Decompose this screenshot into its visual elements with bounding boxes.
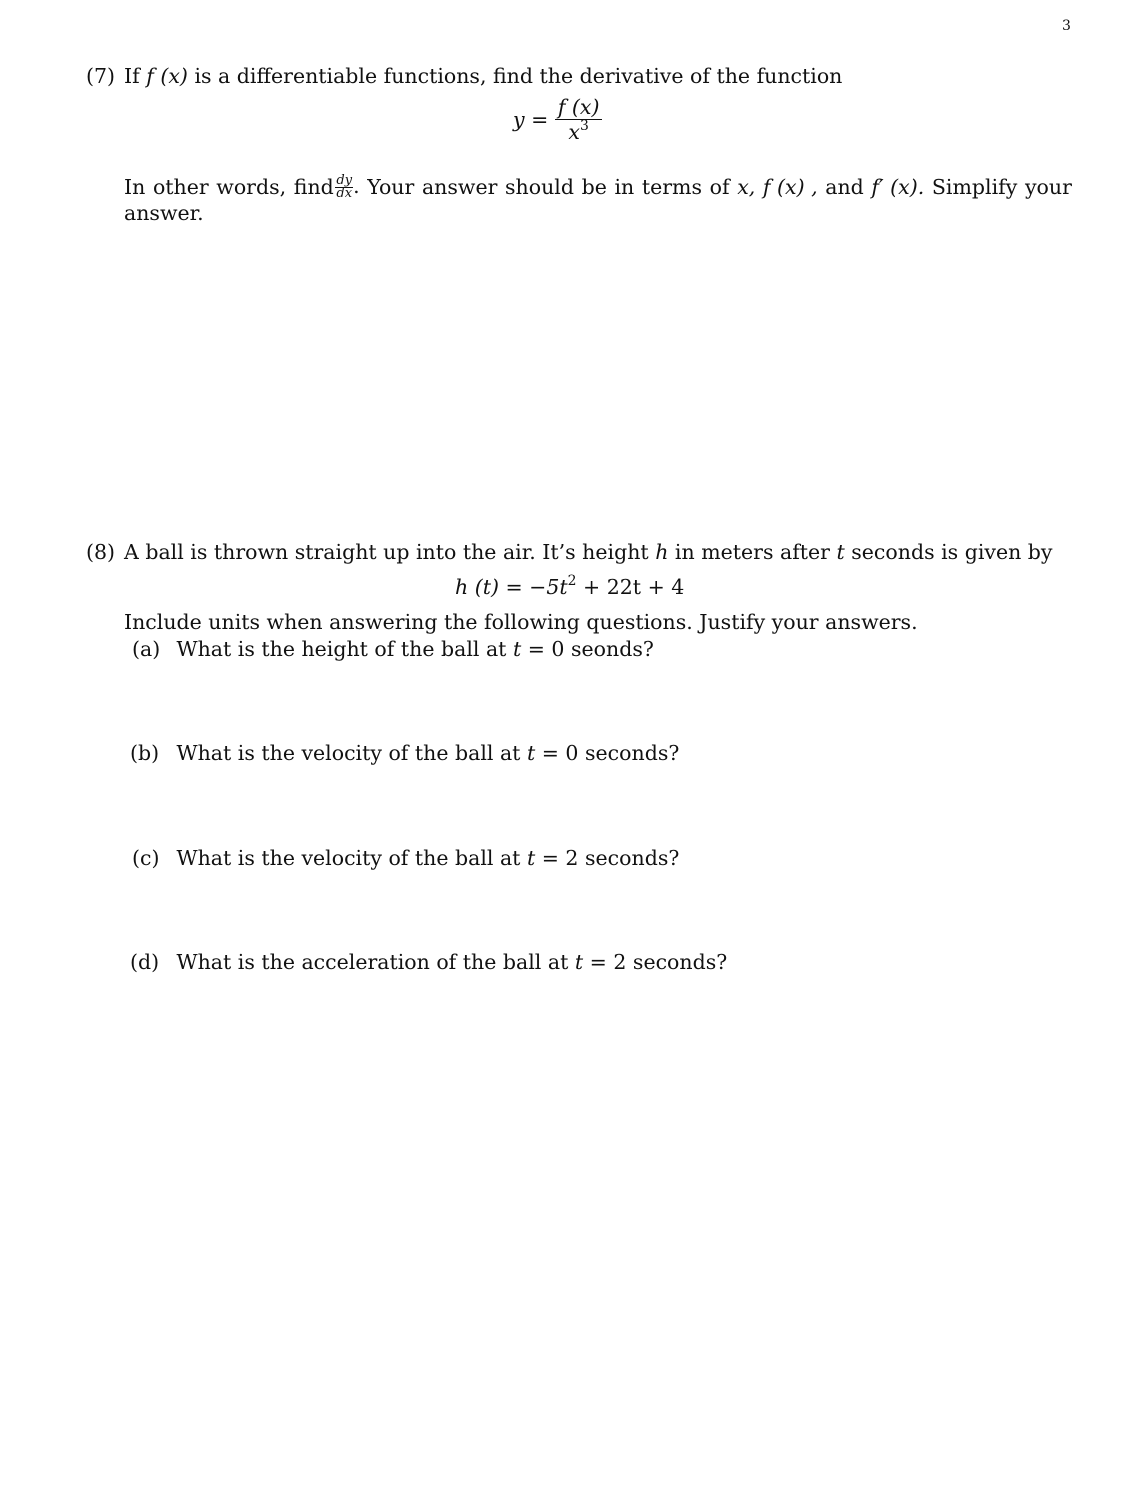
q7-display-equation	[513, 95, 602, 144]
q8-eq-rhs: + 22t + 4	[583, 575, 685, 599]
q7-fraction-denominator	[555, 120, 603, 144]
q7-if-word: If	[124, 64, 140, 88]
q7-den-exponent: 3	[579, 118, 589, 135]
q8-part-b	[130, 741, 679, 765]
part-text-post: seonds?	[571, 637, 654, 661]
question-8-prompt	[124, 540, 1053, 564]
q7-word-in: In	[124, 175, 146, 199]
q7-word-and: and	[825, 175, 864, 199]
q7-fraction-numerator: f (x)	[555, 95, 603, 120]
q7-dydx-num: dy	[336, 173, 353, 188]
part-text-pre: What is the height of the ball at	[176, 637, 507, 661]
q8-eq-lhs: h (t) = −5t	[455, 575, 568, 599]
q7-word-words: words,	[216, 175, 287, 199]
part-var: t	[512, 637, 522, 661]
q7-fprime-x: f′ (x).	[871, 175, 925, 199]
page-number: 3	[1062, 18, 1071, 34]
q8-part-c	[132, 846, 679, 870]
part-eq: = 0	[527, 637, 565, 661]
q7-fraction	[555, 95, 603, 144]
q7-function-f: f	[146, 64, 154, 88]
part-eq: = 0	[541, 741, 579, 765]
part-text-pre: What is the velocity of the ball at	[176, 846, 521, 870]
q8-var-t: t	[836, 540, 845, 564]
q7-word-in2: in	[614, 175, 635, 199]
question-7-number: (7)	[86, 64, 116, 88]
q8-intro-a: A ball is thrown straight up into the air. It’s height	[124, 540, 649, 564]
q7-eq-lhs: y =	[513, 107, 549, 132]
q7-dydx	[335, 174, 359, 200]
q8-intro-c: seconds is given by	[851, 540, 1053, 564]
q8-instruction: Include units when answering the following questions. Justify your answers.	[124, 610, 918, 634]
q8-var-h: h	[655, 540, 669, 564]
q7-intro-rest: is a differentiable functions, find the derivative of the function	[194, 64, 843, 88]
part-label: (b)	[130, 741, 160, 765]
question-7-prompt	[124, 64, 842, 88]
part-label: (c)	[132, 846, 160, 870]
q8-part-a	[132, 637, 654, 661]
q7-word-should: should	[505, 175, 574, 199]
q7-word-terms: terms	[641, 175, 703, 199]
q7-word-your: Your	[367, 175, 415, 199]
q8-eq-exponent: 2	[567, 573, 577, 590]
part-text-pre: What is the velocity of the ball at	[176, 741, 521, 765]
question-8-number: (8)	[86, 540, 116, 564]
q7-word-of: of	[709, 175, 730, 199]
part-text-post: seconds?	[632, 950, 728, 974]
q7-dydx-period: .	[353, 174, 360, 198]
part-eq: = 2	[541, 846, 579, 870]
q8-height-equation	[455, 575, 684, 599]
q8-part-d	[130, 950, 727, 974]
part-label: (d)	[130, 950, 160, 974]
q7-instruction-line-2: answer.	[124, 201, 204, 225]
q7-word-your2: your	[1024, 175, 1072, 199]
q7-word-other: other	[152, 175, 209, 199]
part-var: t	[526, 846, 536, 870]
part-var: t	[526, 741, 536, 765]
q8-intro-b: in meters after	[674, 540, 830, 564]
part-text-post: seconds?	[585, 741, 680, 765]
part-eq: = 2	[589, 950, 627, 974]
q7-word-be: be	[581, 175, 607, 199]
q7-den-base: x	[568, 120, 580, 144]
q7-word-find: find	[293, 175, 334, 199]
q7-word-simplify: Simplify	[931, 175, 1018, 199]
part-text-post: seconds?	[585, 846, 680, 870]
q7-word-answer: answer	[421, 175, 498, 199]
part-var: t	[574, 950, 584, 974]
q7-instruction-line	[124, 174, 1072, 200]
q7-dydx-den: dx	[336, 186, 353, 201]
part-text-pre: What is the acceleration of the ball at	[176, 950, 569, 974]
q7-function-arg: (x)	[160, 64, 188, 88]
q7-var-x: x,	[737, 175, 756, 199]
part-label: (a)	[132, 637, 161, 661]
q7-fx: f (x) ,	[762, 175, 818, 199]
q7-dydx-fraction	[335, 175, 353, 200]
